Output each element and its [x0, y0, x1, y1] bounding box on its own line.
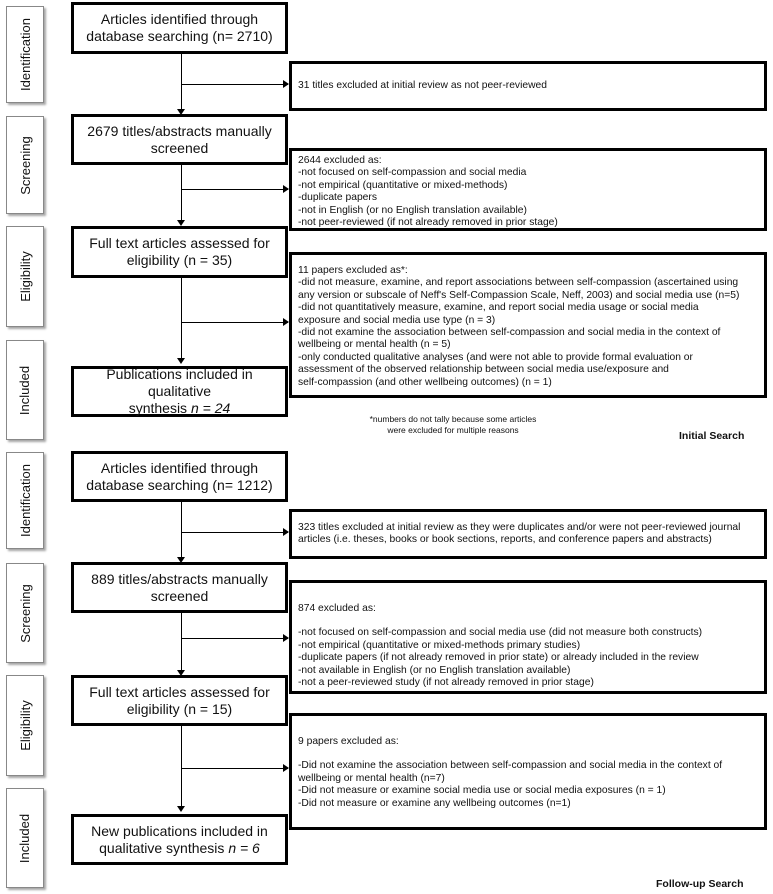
section-label-initial: Initial Search [679, 430, 745, 442]
section-label-followup: Follow-up Search [656, 878, 744, 890]
exclusion-box-screening-followup: 874 excluded as: -not focused on self-compassion and social media use (did not measure both constructs) -not empirical (quantitative or mixed-methods primary studies) -duplicate papers (if not already removed in prior state) or already included in the review -not available in English (or no English translation available) -not a peer-reviewed study (if not already removed in prior stage) [289, 580, 767, 694]
flow-line-initial [181, 163, 182, 223]
box-fulltext-initial: Full text articles assessed for eligibility (n = 35) [71, 226, 288, 278]
flow-line-followup [181, 611, 182, 673]
box-screened-initial: 2679 titles/abstracts manually screened [71, 114, 288, 165]
exclusion-box-identification-followup: 323 titles excluded at initial review as they were duplicates and/or were not peer-reviewed journal articles (i.e. theses, books or book sections, reports, and conference papers and abstracts) [289, 509, 767, 559]
phase-identification-initial: Identification [6, 6, 44, 103]
phase-screening-followup: Screening [6, 563, 44, 663]
footnote: *numbers do not tally because some articles were excluded for multiple reasons [369, 414, 537, 435]
exclusion-box-eligibility-initial: 11 papers excluded as*: -did not measure, examine, and report associations between self-compassion (ascertained using any version or subscale of Neff's Self-Compassion Scale, Neff, 2003) and social media use (n=5) -did not quantitatively measure, examine, and report social media usage or social media exposure and social media use type (n = 3) -did not examine the association between self-compassion and social media in the context of wellbeing or mental health (n = 5) -only conducted qualitative analyses (and were not able to provide formal evaluation or assessment of the observed relationship between social media use/exposure and self-compassion (and other wellbeing outcomes) (n = 1) [289, 252, 767, 398]
branch-line [181, 84, 288, 85]
phase-included-followup: Included [6, 788, 44, 888]
branch-line [181, 322, 288, 323]
exclusion-box-identification-initial: 31 titles excluded at initial review as not peer-reviewed [289, 61, 767, 111]
flow-line-initial [181, 52, 182, 112]
phase-eligibility-initial: Eligibility [6, 226, 44, 327]
arrow-down-icon [177, 358, 185, 364]
exclusion-box-screening-initial: 2644 excluded as: -not focused on self-compassion and social media -not empirical (quantitative or mixed-methods) -duplicate papers -not in English (or no English translation available) -not peer-reviewed (if not already removed in prior stage) [289, 148, 767, 231]
box-included-initial: Publications included in qualitative synthesis n = 24 [71, 366, 288, 417]
branch-line [181, 532, 288, 533]
box-screened-followup: 889 titles/abstracts manually screened [71, 562, 288, 613]
box-fulltext-followup: Full text articles assessed for eligibility (n = 15) [71, 675, 288, 726]
box-identified-followup: Articles identified through database searching (n= 1212) [71, 451, 288, 502]
flow-line-followup [181, 500, 182, 560]
flow-line-followup [181, 724, 182, 809]
branch-line [181, 189, 288, 190]
phase-screening-initial: Screening [6, 116, 44, 214]
exclusion-box-eligibility-followup: 9 papers excluded as: -Did not examine the association between self-compassion and social media in the context of wellbeing or mental health (n=7) -Did not measure or examine social media use or social media exposures (n = 1) -Did not measure or examine any wellbeing outcomes (n=1) [289, 713, 767, 830]
branch-line [181, 768, 288, 769]
box-included-followup: New publications included in qualitative synthesis n = 6 [71, 814, 288, 865]
phase-identification-followup: Identification [6, 452, 44, 549]
flow-line-initial [181, 276, 182, 361]
arrow-down-icon [177, 806, 185, 812]
branch-line [181, 638, 288, 639]
box-identified-initial: Articles identified through database searching (n= 2710) [71, 2, 288, 54]
phase-eligibility-followup: Eligibility [6, 675, 44, 776]
phase-included-initial: Included [6, 340, 44, 440]
